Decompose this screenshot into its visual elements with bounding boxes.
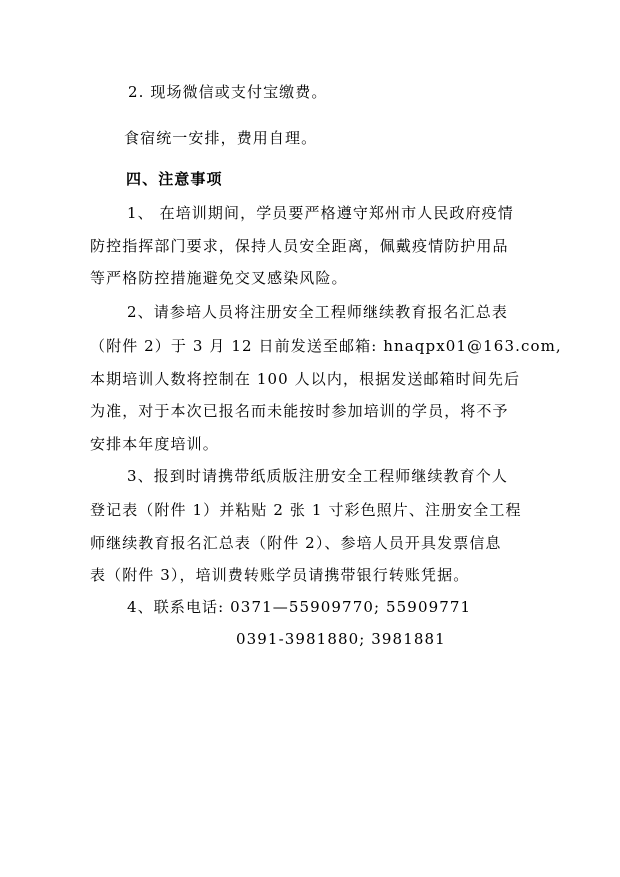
item-3-line-2: 登记表（附件 1）并粘贴 2 张 1 寸彩色照片、注册安全工程 xyxy=(90,501,522,519)
item-3-line-1: 3、报到时请携带纸质版注册安全工程师继续教育个人 xyxy=(127,467,508,485)
item-2-line-5: 安排本年度培训。 xyxy=(90,435,219,453)
item-1-line-1: 1、 在培训期间，学员要严格遵守郑州市人民政府疫情 xyxy=(127,204,514,222)
section-4-heading: 四、注意事项 xyxy=(126,170,223,188)
contact-phone-line-1: 4、联系电话: 0371—55909770; 55909771 xyxy=(127,598,472,616)
item-3-line-4: 表（附件 3），培训费转账学员请携带银行转账凭据。 xyxy=(90,566,470,584)
item-2-line-1: 2、请参培人员将注册安全工程师继续教育报名汇总表 xyxy=(127,303,508,321)
item-1-line-2: 防控指挥部门要求，保持人员安全距离，佩戴疫情防护用品 xyxy=(90,237,509,255)
contact-phone-line-2: 0391-3981880; 3981881 xyxy=(236,630,446,648)
item-2-line-4: 为准，对于本次已报名而未能按时参加培训的学员，将不予 xyxy=(90,402,509,420)
item-2-line-3: 本期培训人数将控制在 100 人以内，根据发送邮箱时间先后 xyxy=(90,370,521,388)
item-3-line-3: 师继续教育报名汇总表（附件 2）、参培人员开具发票信息 xyxy=(90,534,502,552)
item-2-line-2: （附件 2）于 3 月 12 日前发送至邮箱: hnaqpx01@163.com, xyxy=(90,337,562,355)
payment-item-2: 2. 现场微信或支付宝缴费。 xyxy=(128,83,328,101)
item-1-line-3: 等严格防控措施避免交叉感染风险。 xyxy=(90,269,348,287)
lodging-note: 食宿统一安排，费用自理。 xyxy=(124,129,318,147)
